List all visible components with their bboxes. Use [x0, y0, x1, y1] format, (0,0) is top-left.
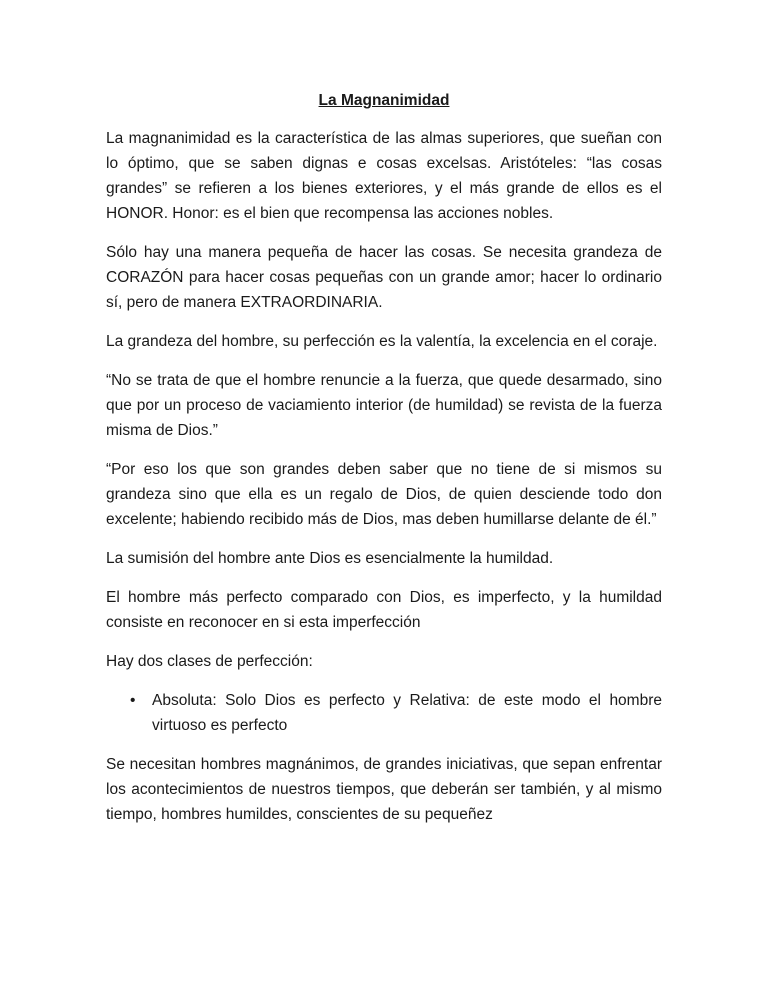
bullet-icon: •: [130, 692, 136, 709]
paragraph-8: Hay dos clases de perfección:: [106, 653, 313, 670]
bullet-text: Absoluta: Solo Dios es perfecto y Relativa: de este modo el hombre virtuoso es perfecto: [152, 692, 662, 734]
list-item: [106, 688, 662, 738]
paragraph-2: Sólo hay una manera pequeña de hacer las cosas. Se necesita grandeza de CORAZÓN para hacer cosas pequeñas con un grande amor; hacer lo ordinario sí, pero de manera EXTRAORDINARIA.: [106, 244, 662, 311]
paragraph-6: La sumisión del hombre ante Dios es esencialmente la humildad.: [106, 550, 554, 567]
document-body: [106, 90, 662, 841]
paragraph-5-quote: “Por eso los que son grandes deben saber que no tiene de si mismos su grandeza sino que ella es un regalo de Dios, de quien desciende todo don excelente; habiendo recibido más de Dios, mas deben humillarse delante de él.”: [106, 461, 662, 528]
document-title: La Magnanimidad: [318, 92, 450, 109]
paragraph-3: La grandeza del hombre, su perfección es la valentía, la excelencia en el coraje.: [106, 333, 658, 350]
bullet-list: [106, 688, 662, 738]
closing-paragraph: Se necesitan hombres magnánimos, de grandes iniciativas, que sepan enfrentar los acontecimientos de nuestros tiempos, que deberán ser también, y al mismo tiempo, hombres humildes, conscientes de su pequeñez: [106, 756, 662, 823]
paragraph-7: El hombre más perfecto comparado con Dios, es imperfecto, y la humildad consiste en reconocer en si esta imperfección: [106, 589, 662, 631]
paragraph-4-quote: “No se trata de que el hombre renuncie a la fuerza, que quede desarmado, sino que por un proceso de vaciamiento interior (de humildad) se revista de la fuerza misma de Dios.”: [106, 372, 662, 439]
paragraph-1: La magnanimidad es la característica de las almas superiores, que sueñan con lo óptimo, que se saben dignas e cosas excelsas. Aristóteles: “las cosas grandes” se refieren a los bienes exteriores, y el más grande de ellos es el HONOR. Honor: es el bien que recompensa las acciones nobles.: [106, 130, 662, 222]
